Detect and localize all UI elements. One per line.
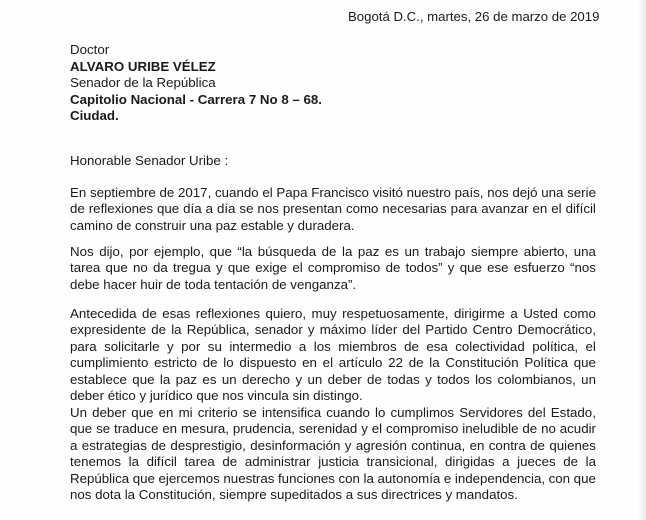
paragraph-line: de reflexiones que día a día se nos presentan como necesarias para avanzar en el difícil [70,201,596,217]
paragraph-line: nos dota la Constitución, siempre supeditados a sus directrices y mandatos. [70,486,518,502]
paragraph-line: tarea que no da tregua y que exige el compromiso de todos” y que ese esfuerzo “nos [70,260,596,276]
paragraph-line: camino de construir una paz estable y duradera. [70,217,355,233]
addressee-position: Senador de la República [70,75,216,91]
paragraph-4 [70,405,596,503]
paragraph-line: expresidente de la República, senador y máximo líder del Partido Centro Democrático, [70,322,596,338]
paragraph-1 [70,185,596,234]
paragraph-line: Antecedida de esas reflexiones quiero, muy respetuosamente, dirigirme a Usted como [70,306,596,321]
paragraph-line: En septiembre de 2017, cuando el Papa Francisco visitó nuestro país, nos dejó una serie [70,185,596,200]
paragraph-line: que se traduce en mesura, prudencia, serenidad y el compromiso ineludible de no acudir [70,421,596,437]
paragraph-line: Nos dijo, por ejemplo, que “la búsqueda de la paz es un trabajo siempre abierto, una [70,244,596,259]
paragraph-line: Un deber que en mi criterio se intensifica cuando lo cumplimos Servidores del Estado, [70,405,596,420]
paragraph-line: República que ejercemos nuestras funciones con la autonomía e independencia, con que [70,470,596,486]
paragraph-line: a estrategias de desprestigio, desinformación y agresión continua, en contra de quienes [70,437,596,453]
paragraph-line: establece que la paz es un derecho y un deber de todas y todos los colombianos, un [70,371,596,387]
addressee-address: Capitolio Nacional - Carrera 7 No 8 – 68. [70,91,322,107]
addressee-city: Ciudad. [70,108,119,124]
paragraph-line: deber ético y jurídico que nos vincula sin distingo. [70,387,363,403]
paragraph-line: cumplimiento estricto de lo dispuesto en el artículo 22 de la Constitución Política que [70,355,596,371]
addressee-name: ALVARO URIBE VÉLEZ [70,58,216,74]
paragraph-line: debe hacer huir de toda tentación de venganza”. [70,276,357,292]
letter-salutation: Honorable Senador Uribe : [70,153,229,168]
addressee-block [70,42,322,125]
paragraph-line: tenemos la difícil tarea de administrar justicia transicional, dirigidas a jueces de la [70,454,596,470]
addressee-title: Doctor [70,42,110,57]
paragraph-3 [70,306,596,404]
paragraph-line: para solicitarle y por su intermedio a los miembros de esa colectividad política, el [70,338,596,354]
page-edge-shadow [638,0,646,520]
paragraph-2 [70,244,596,293]
letter-dateline: Bogotá D.C., martes, 26 de marzo de 2019 [348,9,600,24]
